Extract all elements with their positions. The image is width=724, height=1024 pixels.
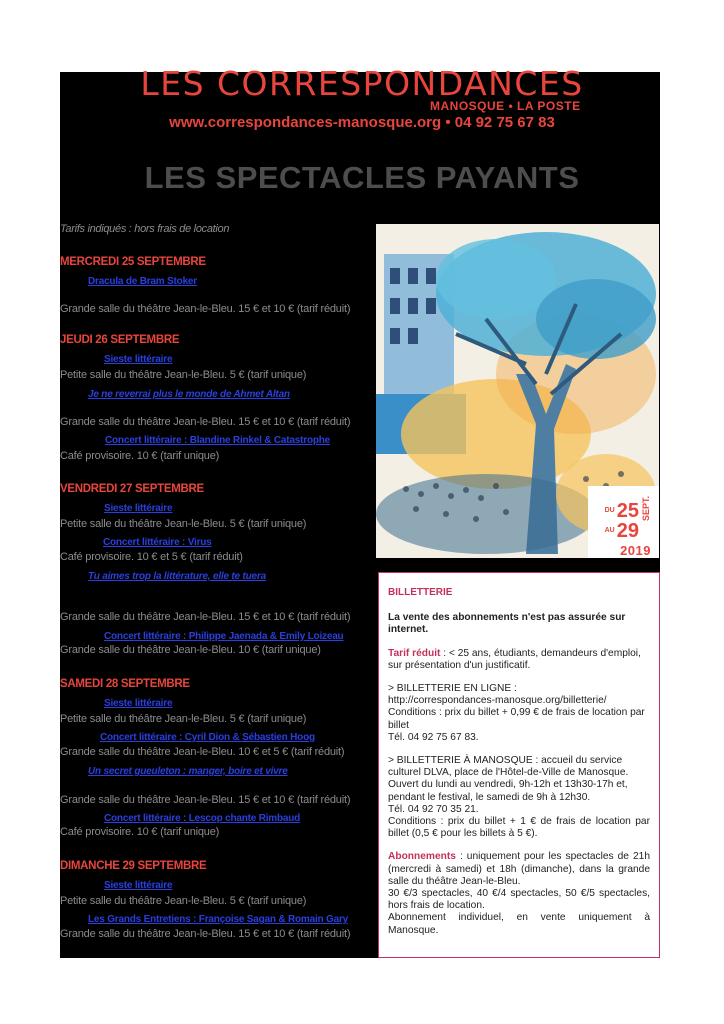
festival-logo-subtitle: MANOSQUE • LA POSTE <box>430 99 581 113</box>
event-venue: Grande salle du théâtre Jean-le-Bleu. 10 € (tarif unique) <box>60 644 321 656</box>
event-link[interactable]: Tu aimes trop la littérature, elle te tuera <box>88 571 266 582</box>
abonnements-text: : uniquement pour les spectacles de 21h (mercredi à samedi) et 18h (dimanche), dans la grande salle du théâtre Jean-le-Bleu. <box>388 851 650 887</box>
event-venue: Petite salle du théâtre Jean-le-Bleu. 5 € (tarif unique) <box>60 895 307 907</box>
tarifs-note: Tarifs indiqués : hors frais de location <box>60 223 230 235</box>
event-link[interactable]: Sieste littéraire <box>104 354 173 365</box>
manosque-phone: Tél. 04 92 70 35 21. <box>388 803 479 815</box>
online-phone: Tél. 04 92 75 67 83. <box>388 731 479 743</box>
manosque-conditions: Conditions : prix du billet + 1 € de frais de location par billet (0,5 € pour les billets à 5 €). <box>388 816 650 840</box>
event-link[interactable]: Sieste littéraire <box>104 503 173 514</box>
event-link[interactable]: Sieste littéraire <box>104 880 173 891</box>
event-venue: Petite salle du théâtre Jean-le-Bleu. 5 € (tarif unique) <box>60 369 307 381</box>
event-venue: Grande salle du théâtre Jean-le-Bleu. 15 € et 10 € (tarif réduit) <box>60 303 351 315</box>
event-venue: Grande salle du théâtre Jean-le-Bleu. 15 € et 10 € (tarif réduit) <box>60 928 351 940</box>
event-link[interactable]: Je ne reverrai plus le monde de Ahmet Altan <box>88 389 290 400</box>
poster-year: 2019 <box>620 543 651 558</box>
event-venue: Café provisoire. 10 € (tarif unique) <box>60 450 220 462</box>
poster-date-from: DU <box>604 507 615 515</box>
poster-date-month: SEPT. <box>641 496 651 522</box>
event-link[interactable]: Concert littéraire : Blandine Rinkel & Catastrophe <box>105 435 331 446</box>
festival-logo-title: LES CORRESPONDANCES <box>140 64 584 103</box>
event-link[interactable]: Concert littéraire : Philippe Jaenada & Emily Loizeau <box>104 631 344 642</box>
online-conditions: Conditions : prix du billet + 0,99 € de frais de location par billet <box>388 707 645 731</box>
billetterie-box <box>378 572 660 958</box>
event-link[interactable]: Un secret gueuleton : manger, boire et vivre <box>88 766 288 777</box>
event-link[interactable]: Concert littéraire : Cyril Dion & Sébastien Hoog <box>100 732 315 743</box>
event-venue: Grande salle du théâtre Jean-le-Bleu. 10 € et 5 € (tarif réduit) <box>60 746 345 758</box>
poster-date-end: 29 <box>616 520 639 543</box>
event-link[interactable]: Les Grands Entretiens : Françoise Sagan & Romain Gary <box>88 914 349 925</box>
abonnements-prices: 30 €/3 spectacles, 40 €/4 spectacles, 50 €/5 spectacles, hors frais de location. <box>388 888 650 912</box>
event-link[interactable]: Sieste littéraire <box>104 698 173 709</box>
festival-poster <box>376 224 659 558</box>
online-url[interactable]: http://correspondances-manosque.org/billetterie/ <box>388 695 607 707</box>
event-link[interactable]: Concert littéraire : Lescop chante Rimbaud <box>104 813 301 824</box>
abonnements-paragraph <box>388 851 650 888</box>
event-venue: Petite salle du théâtre Jean-le-Bleu. 5 € (tarif unique) <box>60 713 307 725</box>
event-venue: Grande salle du théâtre Jean-le-Bleu. 15 € et 10 € (tarif réduit) <box>60 416 351 428</box>
day-heading: MERCREDI 25 SEPTEMBRE <box>60 256 206 268</box>
event-link[interactable]: Dracula de Bram Stoker <box>88 276 197 287</box>
tarif-reduit-label: Tarif réduit <box>388 647 441 659</box>
event-venue: Grande salle du théâtre Jean-le-Bleu. 15 € et 10 € (tarif réduit) <box>60 611 351 623</box>
event-venue: Petite salle du théâtre Jean-le-Bleu. 5 € (tarif unique) <box>60 518 307 530</box>
poster-date-to: AU <box>604 527 615 535</box>
billetterie-warning: La vente des abonnements n'est pas assurée sur internet. <box>388 612 626 636</box>
festival-contact[interactable]: www.correspondances-manosque.org • 04 92 75 67 83 <box>169 114 555 131</box>
event-venue: Grande salle du théâtre Jean-le-Bleu. 15 € et 10 € (tarif réduit) <box>60 794 351 806</box>
poster-date-start: 25 <box>616 500 639 523</box>
manosque-info: > BILLETTERIE À MANOSQUE : accueil du service culturel DLVA, place de l'Hôtel-de-Ville de Manosque. Ouvert du lundi au vendredi, 9h-12h et 13h30-17h et, pendant le festival, le samedi de 9h à 12h30. <box>388 755 629 803</box>
online-title: > BILLETTERIE EN LIGNE : <box>388 683 517 695</box>
event-venue: Café provisoire. 10 € (tarif unique) <box>60 826 220 838</box>
day-heading: JEUDI 26 SEPTEMBRE <box>60 334 180 346</box>
event-link[interactable]: Concert littéraire : Virus <box>103 537 212 548</box>
tarif-reduit-text: : < 25 ans, étudiants, demandeurs d'emploi, sur présentation d'un justificatif. <box>388 647 641 671</box>
day-heading: SAMEDI 28 SEPTEMBRE <box>60 678 190 690</box>
event-venue: Café provisoire. 10 € et 5 € (tarif réduit) <box>60 551 243 563</box>
tarif-reduit-paragraph <box>388 648 650 672</box>
day-heading: DIMANCHE 29 SEPTEMBRE <box>60 860 207 872</box>
day-heading: VENDREDI 27 SEPTEMBRE <box>60 483 204 495</box>
billetterie-heading: BILLETTERIE <box>388 587 453 598</box>
abonnements-label: Abonnements <box>388 851 456 863</box>
abonnements-note: Abonnement individuel, en vente uniquement à Manosque. <box>388 912 650 936</box>
page-title: LES SPECTACLES PAYANTS <box>144 160 580 195</box>
